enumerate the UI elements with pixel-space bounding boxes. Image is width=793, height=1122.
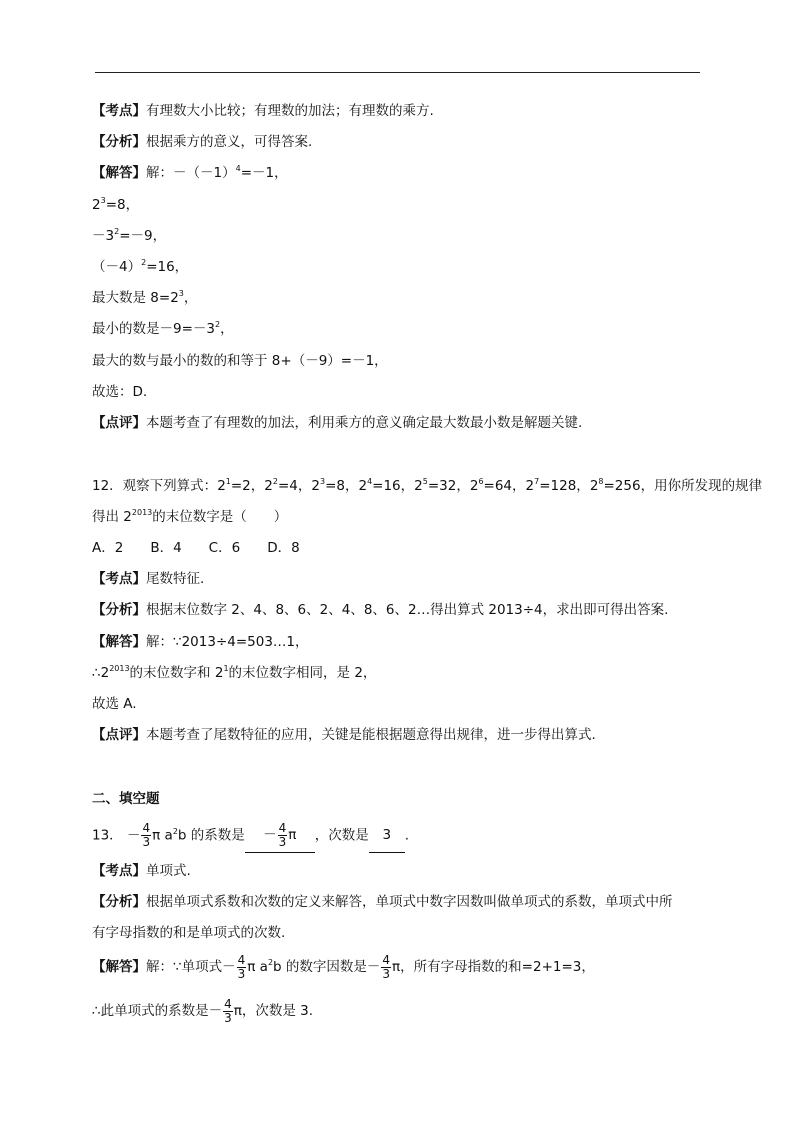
q12-stem [92,477,762,497]
text: 的末位数字相同，是 2， [228,665,377,681]
q11-line6: 最大的数与最小的数的和等于 8+（－9）=－1， [92,353,388,369]
base: 2 [264,478,273,494]
jieda-tag: 【解答】 [92,634,146,650]
fraction [237,954,247,981]
q11-line5 [92,320,234,340]
section-title: 二、填空题 [92,791,160,807]
base: 2 [217,478,226,494]
exponent: 2 [272,477,278,486]
exponent: 2013 [109,664,130,673]
q11-dianping [92,414,582,432]
q12-jieda [92,633,309,651]
q11-fenxi [92,133,312,151]
dianping-tag: 【点评】 [92,415,146,431]
q12-choice: 故选 A. [92,696,137,712]
q13-jieda [92,950,595,986]
numerator: 4 [382,952,391,967]
exponent: 3 [319,477,326,486]
kaodian-text: 单项式. [146,863,191,879]
q12-fenxi [92,601,668,619]
exponent: 1 [225,477,231,486]
jieda-text: 解：∵2013÷4=503…1， [146,634,309,650]
exponent: 4 [235,164,241,173]
text: π [288,827,297,843]
neg-sign: － [126,827,141,844]
fraction [278,822,288,849]
q12-stem-line2 [92,508,287,528]
base: 2 [311,478,320,494]
base: 2 [358,478,368,494]
kaodian-tag: 【考点】 [92,863,146,879]
exponent: 2 [114,227,120,236]
exponent: 5 [422,477,428,486]
q13-fenxi [92,893,673,911]
denominator: 3 [142,835,151,849]
text: 得出 2 [92,509,132,525]
base: 2 [589,478,599,494]
exponent: 6 [478,477,484,486]
text: π a [247,959,268,975]
rest: =128， [539,478,590,494]
exponent: 8 [598,477,604,486]
q13-kaodian [92,862,191,880]
dianping-tag: 【点评】 [92,727,146,743]
q12-conclusion [92,664,376,684]
base: 2 [92,197,101,213]
fenxi-text: 根据单项式系数和次数的定义来解答，单项式中数字因数叫做单项式的系数，单项式中所 [146,894,673,910]
dianping-text: 本题考查了有理数的加法，利用乘方的意义确定最大数最小数是解题关键. [146,415,583,431]
question-number: 13． [92,827,123,844]
jieda-prefix: 解：－（－1） [146,165,236,181]
dianping-text: 本题考查了尾数特征的应用，关键是能根据题意得出规律，进一步得出算式. [146,727,596,743]
rest: =4， [277,478,312,494]
rest: =8， [105,197,140,213]
numerator: 4 [224,996,232,1011]
text: π，所有字母指数的和=2+1=3， [392,959,595,975]
exponent: 2 [267,958,274,967]
exponent: 4 [367,477,373,486]
rest: =－9， [119,228,167,244]
q11-kaodian [92,102,434,120]
jieda-tag: 【解答】 [92,165,146,181]
text: 解：∵单项式－ [146,959,236,975]
neg-sign: － [263,827,277,843]
jieda-tag: 【解答】 [92,959,146,975]
q11-line3 [92,258,188,278]
text: 的末位数字和 2 [129,665,224,681]
rest: =8， [325,478,359,494]
numerator: 4 [142,821,151,835]
exponent: 3 [178,289,184,298]
exponent: 2 [172,826,178,836]
rest: =64， [483,478,526,494]
denominator: 3 [224,1010,232,1025]
fraction [381,954,391,981]
rest: =2， [230,478,265,494]
q12-options: A．2 B．4 C．6 D．8 [92,540,300,556]
q12-prefix: 12．观察下列算式： [92,478,218,494]
text: π，次数是 3. [233,1003,314,1019]
q11-jieda [92,164,288,184]
denominator: 3 [278,834,287,849]
kaodian-tag: 【考点】 [92,571,146,587]
denominator: 3 [382,966,391,981]
rest: =16， [146,259,189,275]
base: －3 [92,228,115,244]
text: 的末位数字是（ ） [152,509,288,525]
numerator: 4 [237,952,246,967]
exponent: 7 [534,477,540,486]
kaodian-tag: 【考点】 [92,103,146,119]
exponent: 2 [141,258,147,267]
answer-blank-degree[interactable]: 3 [369,818,405,853]
q13-stem [92,818,409,855]
fenxi-tag: 【分析】 [92,134,146,150]
q11-line7: 故选：D. [92,384,148,400]
text: ∴此单项式的系数是－ [92,1003,223,1019]
q12-suffix: 用你所发现的规律 [654,478,763,494]
fenxi-text: 根据乘方的意义，可得答案. [146,134,313,150]
text: 最小的数是－9=－3 [92,321,215,337]
fenxi-tag: 【分析】 [92,602,146,618]
q11-line4 [92,289,197,309]
base: 2 [469,478,479,494]
exponent: 2 [215,320,221,329]
numerator: 4 [278,820,287,835]
fraction [223,998,233,1025]
fraction [141,822,151,849]
text: b 的系数是 [177,827,245,844]
text: b 的数字因数是－ [273,959,381,975]
q12-dianping [92,726,596,744]
fenxi-tag: 【分析】 [92,894,146,910]
q12-kaodian [92,570,204,588]
text: . [404,827,410,844]
q11-line1 [92,196,139,216]
kaodian-text: 尾数特征. [146,571,205,587]
exponent: 1 [223,664,229,673]
kaodian-text: 有理数大小比较；有理数的加法；有理数的乘方. [146,103,434,119]
rest: =32， [427,478,470,494]
text: ， [220,321,234,337]
fenxi-text: 根据末位数字 2、4、8、6、2、4、8、6、2…得出算式 2013÷4，求出即可得出答案. [146,602,669,618]
text: 最大数是 8=2 [92,290,179,306]
text: π a [152,827,173,844]
text: ∴2 [92,665,110,681]
q11-line2 [92,227,166,247]
base: （－4） [92,259,142,275]
exponent: 3 [100,196,106,205]
denominator: 3 [237,966,246,981]
base: 2 [525,478,535,494]
exponent: 2013 [131,508,153,517]
jieda-suffix: =－1， [240,165,288,181]
rest: =256， [603,478,655,494]
base: 2 [414,478,423,494]
answer-blank-coefficient[interactable] [245,818,315,853]
text: ， [183,290,198,306]
text: ，次数是 [314,827,369,844]
q13-fenxi-line2: 有字母指数的和是单项式的次数. [92,925,286,941]
header-rule [95,72,700,73]
q13-conclusion [92,994,313,1028]
rest: =16， [372,478,415,494]
